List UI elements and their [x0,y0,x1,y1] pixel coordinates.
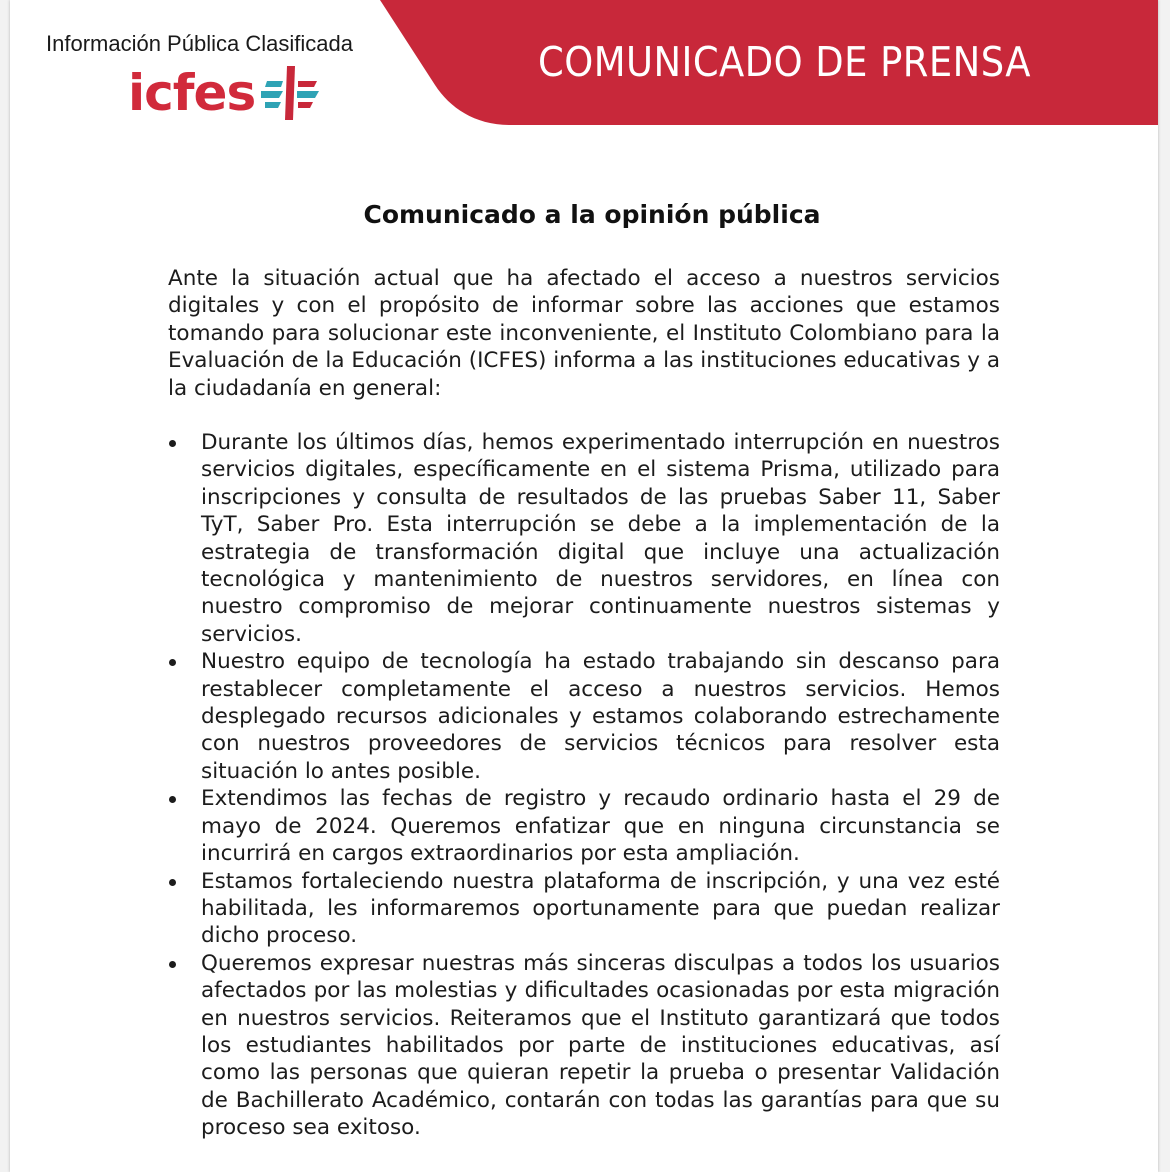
list-item [168,429,1000,648]
intro-paragraph: Ante la situación actual que ha afectado el acceso a nuestros servicios digitales y con el propósito de informar sobre las acciones que estamos tomando para solucionar este inconveniente, el Instituto Colombiano para la Evaluación de la Educación (ICFES) informa a las instituciones educativas y a la ciudadanía en general: [168,266,1000,401]
list-item-text: Durante los últimos días, hemos experimentado interrupción en nuestros servicios digitales, específicamente en el sistema Prisma, utilizado para inscripciones y consulta de resultados de las pruebas Saber 11, Saber TyT, Saber Pro. Esta interrupción se debe a la implementación de la estrategia de transformación digital que incluye una actualización tecnológica y mantenimiento de nuestros servidores, en línea con nuestro compromiso de mejorar continuamente nuestros sistemas y servicios. [201,430,1000,647]
list-item [168,785,1000,867]
list-item-text: Nuestro equipo de tecnología ha estado trabajando sin descanso para restablecer completamente el acceso a nuestros servicios. Hemos desplegado recursos adicionales y estamos colaborando estrechamente con nuestros proveedores de servicios técnicos para resolver esta situación lo antes posible. [201,649,1000,784]
list-item-text: Queremos expresar nuestras más sinceras disculpas a todos los usuarios afectados por las molestias y dificultades ocasionadas por esta migración en nuestros servicios. Reiteramos que el Instituto garantizará que todos los estudiantes habilitados por parte de instituciones educativas, así como las personas que quieran repetir la prueba o presentar Validación de Bachillerato Académico, contarán con todas las garantías para que su proceso sea exitoso. [201,950,1000,1141]
document-title: Comunicado a la opinión pública [363,200,821,229]
list-item-text: Extendimos las fechas de registro y recaudo ordinario hasta el 29 de mayo de 2024. Queremos enfatizar que en ninguna circunstancia se incurrirá en cargos extraordinarios por esta ampliación. [201,786,1000,867]
logo-cross-icon [261,64,319,122]
document-page [10,0,1158,1172]
list-item-text: Estamos fortaleciendo nuestra plataforma de inscripción, y una vez esté habilitada, les informaremos oportunamente para que puedan realizar dicho proceso. [201,868,1000,949]
logo-wordmark: icfes [128,64,256,122]
classification-label: Información Pública Clasificada [46,31,353,56]
bullet-icon [169,440,176,447]
list-item [168,648,1000,785]
icfes-logo [128,58,319,128]
press-release-heading: COMUNICADO DE PRENSA [538,38,1031,86]
bullet-icon [169,796,176,803]
bullet-icon [169,659,176,666]
list-item [168,950,1000,1142]
bullet-icon [169,961,176,968]
list-item [168,868,1000,950]
bullet-list [168,429,1000,1142]
bullet-icon [169,879,176,886]
